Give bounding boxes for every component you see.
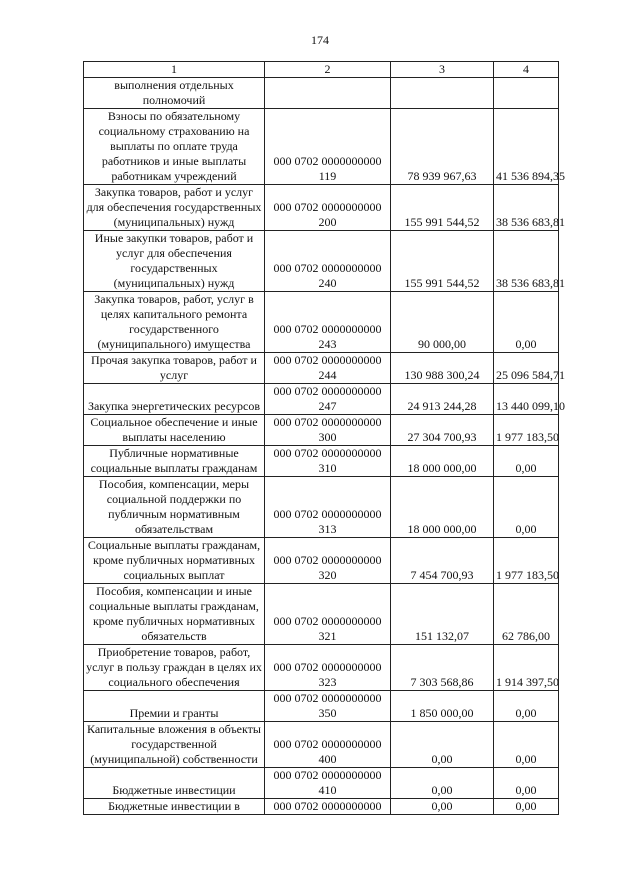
row-name: Приобретение товаров, работ, услуг в пользу граждан в целях их социального обеспечения: [84, 645, 265, 691]
row-code-expense-type: 240: [318, 276, 337, 290]
row-value-col3: 27 304 700,93: [391, 415, 494, 446]
table-row: [84, 722, 559, 768]
row-code-classifier: 000 0702 0000000000: [273, 384, 382, 398]
row-code-expense-type: 323: [318, 675, 337, 689]
table-row: [84, 109, 559, 185]
row-value-col4: 25 096 584,71: [494, 353, 559, 384]
row-value-col3: 0,00: [391, 799, 494, 815]
row-code-expense-type: 400: [318, 752, 337, 766]
table-row: [84, 384, 559, 415]
row-value-col3: 7 303 568,86: [391, 645, 494, 691]
row-code-classifier: 000 0702 0000000000: [273, 154, 382, 168]
row-code: [265, 384, 391, 415]
row-code: [265, 109, 391, 185]
row-code: [265, 415, 391, 446]
row-code-classifier: 000 0702 0000000000: [273, 353, 382, 367]
row-value-col3: [391, 78, 494, 109]
row-code: [265, 584, 391, 645]
row-name: Пособия, компенсации, меры социальной поддержки по публичным нормативным обязательствам: [84, 477, 265, 538]
row-code-classifier: 000 0702 0000000000: [273, 446, 382, 460]
row-code: [265, 231, 391, 292]
table-row: [84, 446, 559, 477]
row-value-col4: 38 536 683,81: [494, 231, 559, 292]
row-value-col4: 38 536 683,81: [494, 185, 559, 231]
row-code: [265, 645, 391, 691]
row-value-col4: 0,00: [494, 477, 559, 538]
table-row: [84, 691, 559, 722]
row-name: Прочая закупка товаров, работ и услуг: [84, 353, 265, 384]
column-header-4: 4: [494, 62, 559, 78]
row-code-classifier: 000 0702 0000000000: [273, 614, 382, 628]
table-row: [84, 584, 559, 645]
row-name: выполнения отдельных полномочий: [84, 78, 265, 109]
row-code: [265, 799, 391, 815]
row-value-col4: 62 786,00: [494, 584, 559, 645]
row-code: [265, 538, 391, 584]
row-code-expense-type: 321: [318, 629, 337, 643]
row-code-classifier: 000 0702 0000000000: [273, 415, 382, 429]
row-code-classifier: 000 0702 0000000000: [273, 737, 382, 751]
row-value-col3: 7 454 700,93: [391, 538, 494, 584]
row-value-col4: 0,00: [494, 799, 559, 815]
row-value-col3: 151 132,07: [391, 584, 494, 645]
row-value-col4: 0,00: [494, 722, 559, 768]
row-name: Иные закупки товаров, работ и услуг для обеспечения государственных (муниципальных) нужд: [84, 231, 265, 292]
row-code-classifier: 000 0702 0000000000: [273, 799, 382, 813]
row-name: Капитальные вложения в объекты государственной (муниципальной) собственности: [84, 722, 265, 768]
table-row: [84, 799, 559, 815]
row-name: Бюджетные инвестиции в: [84, 799, 265, 815]
table-row: [84, 415, 559, 446]
table-row: [84, 185, 559, 231]
row-value-col4: 1 977 183,50: [494, 538, 559, 584]
row-value-col4: 41 536 894,35: [494, 109, 559, 185]
row-code-classifier: 000 0702 0000000000: [273, 553, 382, 567]
row-value-col4: 1 977 183,50: [494, 415, 559, 446]
row-code-expense-type: 310: [318, 461, 337, 475]
row-value-col4: 1 914 397,50: [494, 645, 559, 691]
row-code: [265, 446, 391, 477]
row-code-classifier: 000 0702 0000000000: [273, 200, 382, 214]
row-code-expense-type: 200: [318, 215, 337, 229]
row-value-col3: 1 850 000,00: [391, 691, 494, 722]
row-code-expense-type: 410: [318, 783, 337, 797]
row-code-expense-type: 350: [318, 706, 337, 720]
row-code-expense-type: 313: [318, 522, 337, 536]
row-code: [265, 477, 391, 538]
row-value-col3: 0,00: [391, 722, 494, 768]
row-value-col3: 155 991 544,52: [391, 185, 494, 231]
row-name: Закупка товаров, работ и услуг для обеспечения государственных (муниципальных) нужд: [84, 185, 265, 231]
row-code-classifier: 000 0702 0000000000: [273, 261, 382, 275]
row-code: [265, 722, 391, 768]
table-row: [84, 768, 559, 799]
row-code-expense-type: 320: [318, 568, 337, 582]
row-value-col3: 24 913 244,28: [391, 384, 494, 415]
row-value-col3: 130 988 300,24: [391, 353, 494, 384]
column-header-2: 2: [265, 62, 391, 78]
row-code-classifier: 000 0702 0000000000: [273, 507, 382, 521]
row-name: Социальное обеспечение и иные выплаты населению: [84, 415, 265, 446]
budget-table: [83, 61, 565, 815]
row-name: Закупка энергетических ресурсов: [84, 384, 265, 415]
row-value-col4: 0,00: [494, 446, 559, 477]
table-header-row: [84, 62, 559, 78]
page-number: 174: [311, 33, 329, 47]
row-value-col3: 78 939 967,63: [391, 109, 494, 185]
row-name: Закупка товаров, работ, услуг в целях капитального ремонта государственного (муниципального) имущества: [84, 292, 265, 353]
row-code-classifier: 000 0702 0000000000: [273, 768, 382, 782]
row-value-col3: 0,00: [391, 768, 494, 799]
row-name: Взносы по обязательному социальному страхованию на выплаты по оплате труда работников и иные выплаты работникам учреждений: [84, 109, 265, 185]
table-row: [84, 78, 559, 109]
row-value-col3: 18 000 000,00: [391, 477, 494, 538]
row-value-col4: 13 440 099,10: [494, 384, 559, 415]
column-header-1: 1: [84, 62, 265, 78]
row-code-expense-type: 119: [318, 169, 337, 183]
table-row: [84, 477, 559, 538]
row-code: [265, 691, 391, 722]
row-code-expense-type: 300: [318, 430, 337, 444]
row-name: Социальные выплаты гражданам, кроме публичных нормативных социальных выплат: [84, 538, 265, 584]
row-code: [265, 768, 391, 799]
row-value-col3: 155 991 544,52: [391, 231, 494, 292]
row-value-col3: 90 000,00: [391, 292, 494, 353]
row-value-col4: 0,00: [494, 691, 559, 722]
row-value-col4: 0,00: [494, 768, 559, 799]
table-row: [84, 231, 559, 292]
row-code: [265, 353, 391, 384]
row-value-col3: 18 000 000,00: [391, 446, 494, 477]
row-code-expense-type: 244: [318, 368, 337, 382]
row-code-classifier: 000 0702 0000000000: [273, 660, 382, 674]
row-code-expense-type: 243: [318, 337, 337, 351]
row-name: Публичные нормативные социальные выплаты гражданам: [84, 446, 265, 477]
table-row: [84, 645, 559, 691]
row-name: Пособия, компенсации и иные социальные выплаты гражданам, кроме публичных нормативных обязательств: [84, 584, 265, 645]
row-code-classifier: 000 0702 0000000000: [273, 691, 382, 705]
row-code-classifier: 000 0702 0000000000: [273, 322, 382, 336]
table-row: [84, 353, 559, 384]
table-row: [84, 292, 559, 353]
row-code: [265, 78, 391, 109]
column-header-3: 3: [391, 62, 494, 78]
row-value-col4: [494, 78, 559, 109]
row-code: [265, 185, 391, 231]
row-code: [265, 292, 391, 353]
table-row: [84, 538, 559, 584]
row-value-col4: 0,00: [494, 292, 559, 353]
row-name: Бюджетные инвестиции: [84, 768, 265, 799]
row-code-expense-type: 247: [318, 399, 337, 413]
row-name: Премии и гранты: [84, 691, 265, 722]
